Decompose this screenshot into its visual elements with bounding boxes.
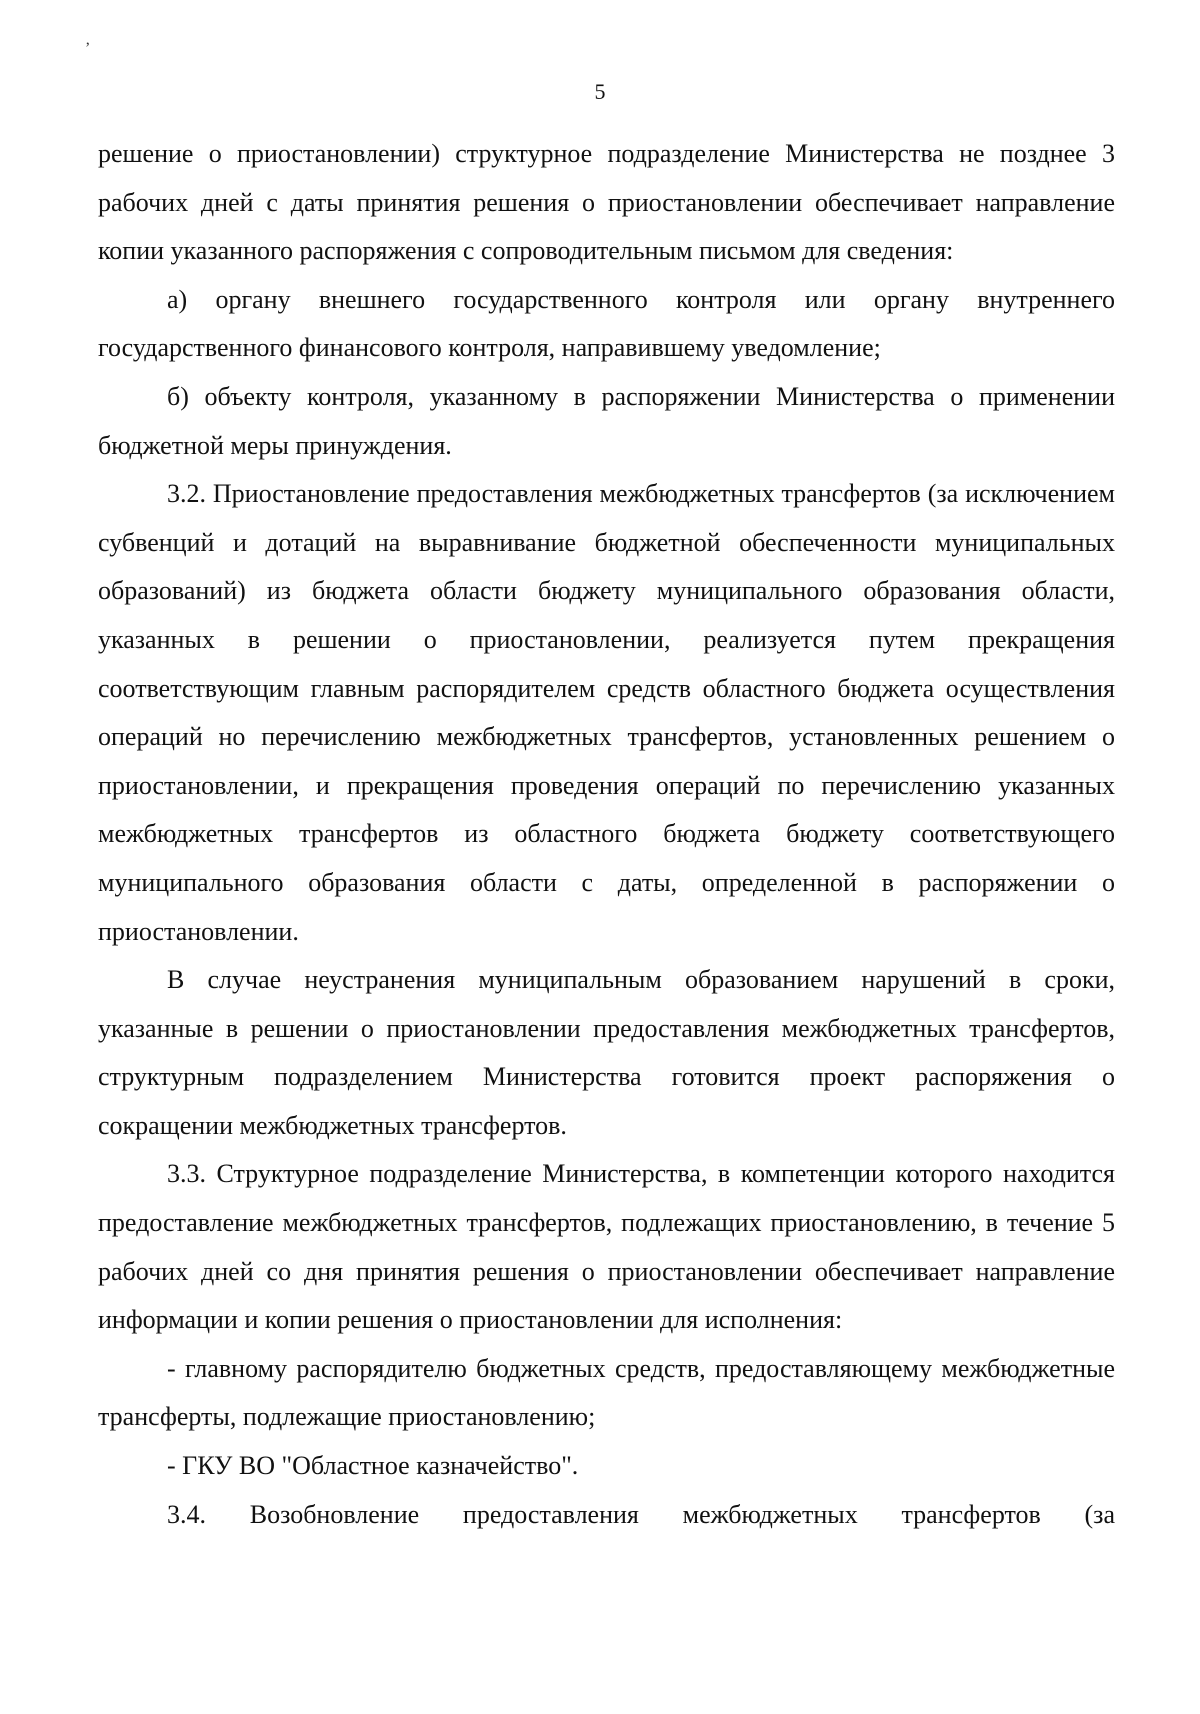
page-number: 5 xyxy=(594,79,606,104)
paragraph-continuation: решение о приостановлении) структурное подразделение Министерства не позднее 3 рабочих дней с даты принятия решения о приостановлении обеспечивает направление копии указанного распоряжения с сопроводительным письмом для сведения: xyxy=(98,139,1115,266)
list-item-b: б) объекту контроля, указанному в распоряжении Министерства о применении бюджетной меры принуждения. xyxy=(98,381,1115,460)
list-item-a: а) органу внешнего государственного контроля или органу внутреннего государственного финансового контроля, направившему уведомление; xyxy=(98,284,1115,363)
clause-3-4: 3.4. Возобновление предоставления межбюджетных трансфертов (за xyxy=(167,1499,1115,1529)
dash-item-treasury: - ГКУ ВО "Областное казначейство". xyxy=(167,1451,579,1481)
stray-mark: ’ xyxy=(85,40,91,57)
dash-item-main-manager: - главному распорядителю бюджетных средств, предоставляющему межбюджетные трансферты, подлежащие приостановлению; xyxy=(98,1353,1115,1432)
clause-3-2: 3.2. Приостановление предоставления межбюджетных трансфертов (за исключением субвенций и дотаций на выравнивание бюджетной обеспеченности муниципальных образований) из бюджета области бюджету муниципального образования области, указанных в решении о приостановлении, реализуется путем прекращения соответствующим главным распорядителем средств областного бюджета осуществления операций но перечислению межбюджетных трансфертов, установленных решением о приостановлении, и прекращения проведения операций по перечислению указанных межбюджетных трансфертов из областного бюджета бюджету соответствующего муниципального образования области с даты, определенной в распоряжении о приостановлении. xyxy=(98,479,1115,946)
clause-3-3: 3.3. Структурное подразделение Министерства, в компетенции которого находится предоставление межбюджетных трансфертов, подлежащих приостановлению, в течение 5 рабочих дней со дня принятия решения о приостановлении обеспечивает направление информации и копии решения о приостановлении для исполнения: xyxy=(98,1159,1115,1335)
document-body xyxy=(98,130,1115,1539)
paragraph-non-remedy: В случае неустранения муниципальным образованием нарушений в сроки, указанные в решении о приостановлении предоставления межбюджетных трансфертов, структурным подразделением Министерства готовится проект распоряжения о сокращении межбюджетных трансфертов. xyxy=(98,965,1115,1140)
